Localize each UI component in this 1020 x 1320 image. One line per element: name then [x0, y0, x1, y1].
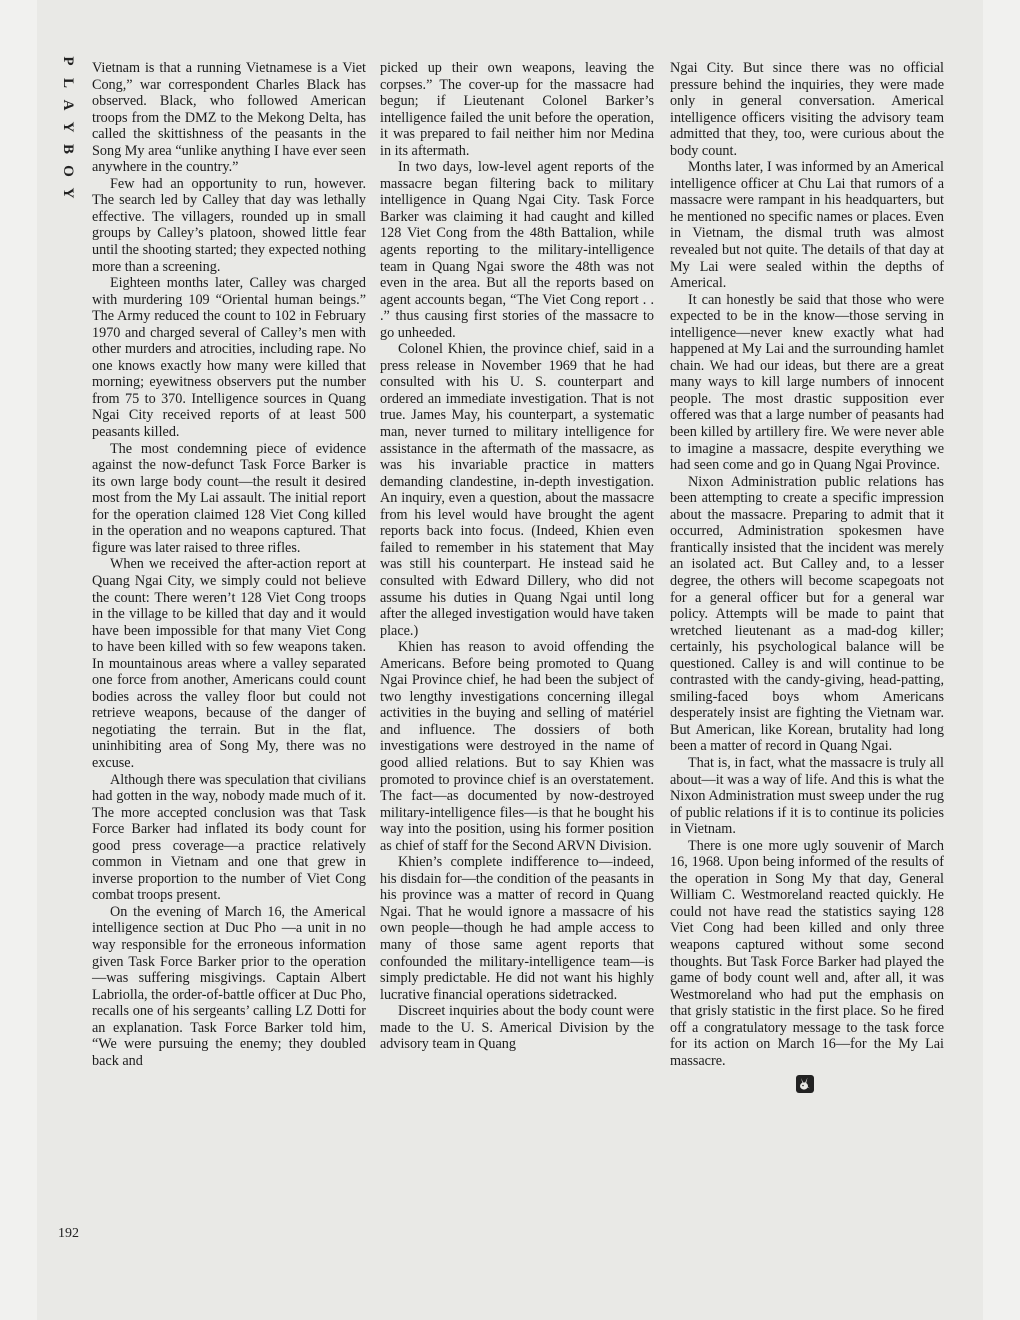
paragraph: Discreet inquiries about the body count were made to the U. S. Americal Division by the advisory team in Quang	[380, 1003, 654, 1053]
paragraph: Khien has reason to avoid offending the Americans. Before being promoted to Quang Ngai Province chief, he had been the subject of two lengthy investigations concerning illegal activities in the buying and selling of matériel and influence. The dossiers of both investigations were destroyed in the name of good allied relations. But to say Khien was promoted to province chief is an overstatement. The fact—as documented by now-destroyed military-intelligence files—is that he bought his way into the position, using his former position as chief of staff for the Second ARVN Division.	[380, 639, 654, 854]
paragraph: Although there was speculation that civilians had gotten in the way, nobody made much of it. The more accepted conclusion was that Task Force Barker had inflated its body count for good press coverage—a practice relatively common in Vietnam and one that grew in inverse proportion to the number of Viet Cong combat troops present.	[92, 771, 366, 904]
paragraph: When we received the after-action report at Quang Ngai City, we simply could not believe the count: There weren’t 128 Viet Cong troops in the village to be killed that day and it would have been impossible for that many Viet Cong to have been killed with so few weapons taken. In mountainous areas where a valley separated one force from another, Americans could count bodies across the valley floor but could not retrieve weapons, because of the danger of negotiating the terrain. But in the flat, uninhibiting area of Song My, there was no excuse.	[92, 556, 366, 771]
paragraph: picked up their own weapons, leaving the corpses.” The cover-up for the massacre had begun; if Lieutenant Colonel Barker’s intelligence failed the unit before the operation, it was prepared to fail neither him nor Medina in its aftermath.	[380, 60, 654, 159]
paragraph: Colonel Khien, the province chief, said in a press release in November 1969 that he had consulted with his U. S. counterpart and ordered an immediate investigation. That is not true. James May, his counterpart, a systematic man, never turned to military intelligence for assistance in the aftermath of the massacre, as was his invariable practice in matters demanding clandestine, in-depth investigation. An inquiry, even a question, about the massacre from his level would have brought the agent reports back into focus. (Indeed, Khien even failed to remember in his statement that May was still his counterpart. He instead said he consulted with Edward Dillery, who did not assume his duties in Quang Ngai until long after the alleged investigation would have taken place.)	[380, 341, 654, 639]
paragraph: Nixon Administration public relations has been attempting to create a specific impression about the massacre. Preparing to admit that it occurred, Administration spokesmen have frantically insisted that the incident was merely an isolated act. But Calley and, to a lesser degree, the others will become scapegoats not for a general officer but for a general war policy. Attempts will be made to paint that wretched lieutenant as a mad-dog killer; certainly, his psychological balance will be questioned. Calley is and will continue to be contrasted with the candy-giving, head-patting, smiling-faced boys whom Americans desperately insist are fighting the Vietnam war. But American, like Korean, brutality had long been a matter of record in Quang Ngai.	[670, 473, 944, 755]
page-number: 192	[58, 1226, 79, 1241]
rabbit-head-end-mark-icon	[796, 1075, 814, 1093]
masthead-letter: A	[60, 99, 76, 111]
masthead-letter: L	[60, 77, 76, 88]
text-column-3	[670, 60, 944, 1069]
paragraph: That is, in fact, what the massacre is truly all about—it was a way of life. And this is what the Nixon Administration must sweep under the rug of public relations if it is to continue its policies in Vietnam.	[670, 754, 944, 838]
text-column-1	[92, 60, 366, 1069]
paragraph: The most condemning piece of evidence against the now-defunct Task Force Barker is its own large body count—the result it desired most from the My Lai assault. The initial report for the operation claimed 128 Viet Cong killed in the operation and no weapons captured. That figure was later raised to three rifles.	[92, 440, 366, 556]
text-column-2	[380, 60, 654, 1053]
paragraph: There is one more ugly souvenir of March 16, 1968. Upon being informed of the results of the operation in Song My that day, General William C. Westmoreland reacted quickly. He could not have read the statistics saying 128 Viet Cong had been killed and only three weapons captured without some second thoughts. But Task Force Barker had played the game of body count well and, after all, it was Westmoreland who had put the emphasis on that grisly statistic in the first place. So he fired off a congratulatory message to the task force for its action on March 16—for the My Lai massacre.	[670, 837, 944, 1069]
paragraph: Eighteen months later, Calley was charged with murdering 109 “Oriental human beings.” The Army reduced the count to 102 in February 1970 and charged several of Calley’s men with other murders and atrocities, including rape. No one knows exactly how many were killed that morning; eyewitness observers put the number from 75 to 370. Intelligence sources in Quang Ngai City received reports of at least 500 peasants killed.	[92, 275, 366, 441]
paragraph: Vietnam is that a running Vietnamese is a Viet Cong,” war correspondent Charles Black has observed. Black, who followed American troops from the DMZ to the Mekong Delta, has called the skittishness of the peasants in the Song My area “unlike anything I have ever seen anywhere in the country.”	[92, 60, 366, 176]
masthead-letter: Y	[60, 187, 76, 199]
masthead-vertical	[56, 50, 76, 204]
paragraph: On the evening of March 16, the Americal intelligence section at Duc Pho —a unit in no way responsible for the erroneous information given Task Force Barker prior to the operation—was suffering misgivings. Captain Albert Labriolla, the order-of-battle officer at Duc Pho, recalls one of his sergeants’ calling LZ Dotti for an explanation. Task Force Barker told him, “We were pursuing the enemy; they doubled back and	[92, 903, 366, 1069]
masthead-letter: P	[60, 56, 76, 66]
paragraph: Few had an opportunity to run, however. The search led by Calley that day was lethally effective. The villagers, rounded up in small groups by Calley’s platoon, showed little fear until the shooting started; they expected nothing more than a screening.	[92, 175, 366, 275]
paragraph: Months later, I was informed by an Americal intelligence officer at Chu Lai that rumors of a massacre were rampant in his headquarters, but he mentioned no specific names or places. Even in Vietnam, the dismal truth was almost revealed but not quite. The details of that day at My Lai were sealed within the depths of Americal.	[670, 159, 944, 292]
paragraph: Khien’s complete indifference to—indeed, his disdain for—the condition of the peasants in his province was a matter of record in Quang Ngai. That he would ignore a massacre of his own people—though he had ample access to many of those same agent reports that confounded the military-intelligence team—is simply predictable. He did not want his highly lucrative financial operations sidetracked.	[380, 854, 654, 1003]
masthead-letter: B	[60, 143, 76, 154]
paragraph: It can honestly be said that those who were expected to be in the know—those serving in intelligence—never knew exactly what had happened at My Lai and the surrounding hamlet chain. We had our ideas, but there are a great many ways to kill large numbers of innocent people. The most drastic supposition ever offered was that a large number of peasants had been killed by artillery fire. We were never able to imagine a massacre, despite everything we had seen come and go in Quang Ngai Province.	[670, 291, 944, 474]
masthead-letter: Y	[60, 121, 76, 133]
masthead-letter: O	[60, 165, 76, 177]
paragraph: Ngai City. But since there was no official pressure behind the inquiries, they were made only in general conversation. Americal intelligence officers visiting the advisory team admitted that they, too, were curious about the body count.	[670, 60, 944, 159]
paragraph: In two days, low-level agent reports of the massacre began filtering back to military intelligence in Quang Ngai City. Task Force Barker was claiming it had caught and killed 128 Viet Cong from the 48th Battalion, while agents reporting to the military-intelligence team in Quang Ngai swore the 48th was not even in the area. But all the reports based on agent accounts began, “The Viet Cong report . . .” thus causing first stories of the massacre to go unheeded.	[380, 159, 654, 341]
